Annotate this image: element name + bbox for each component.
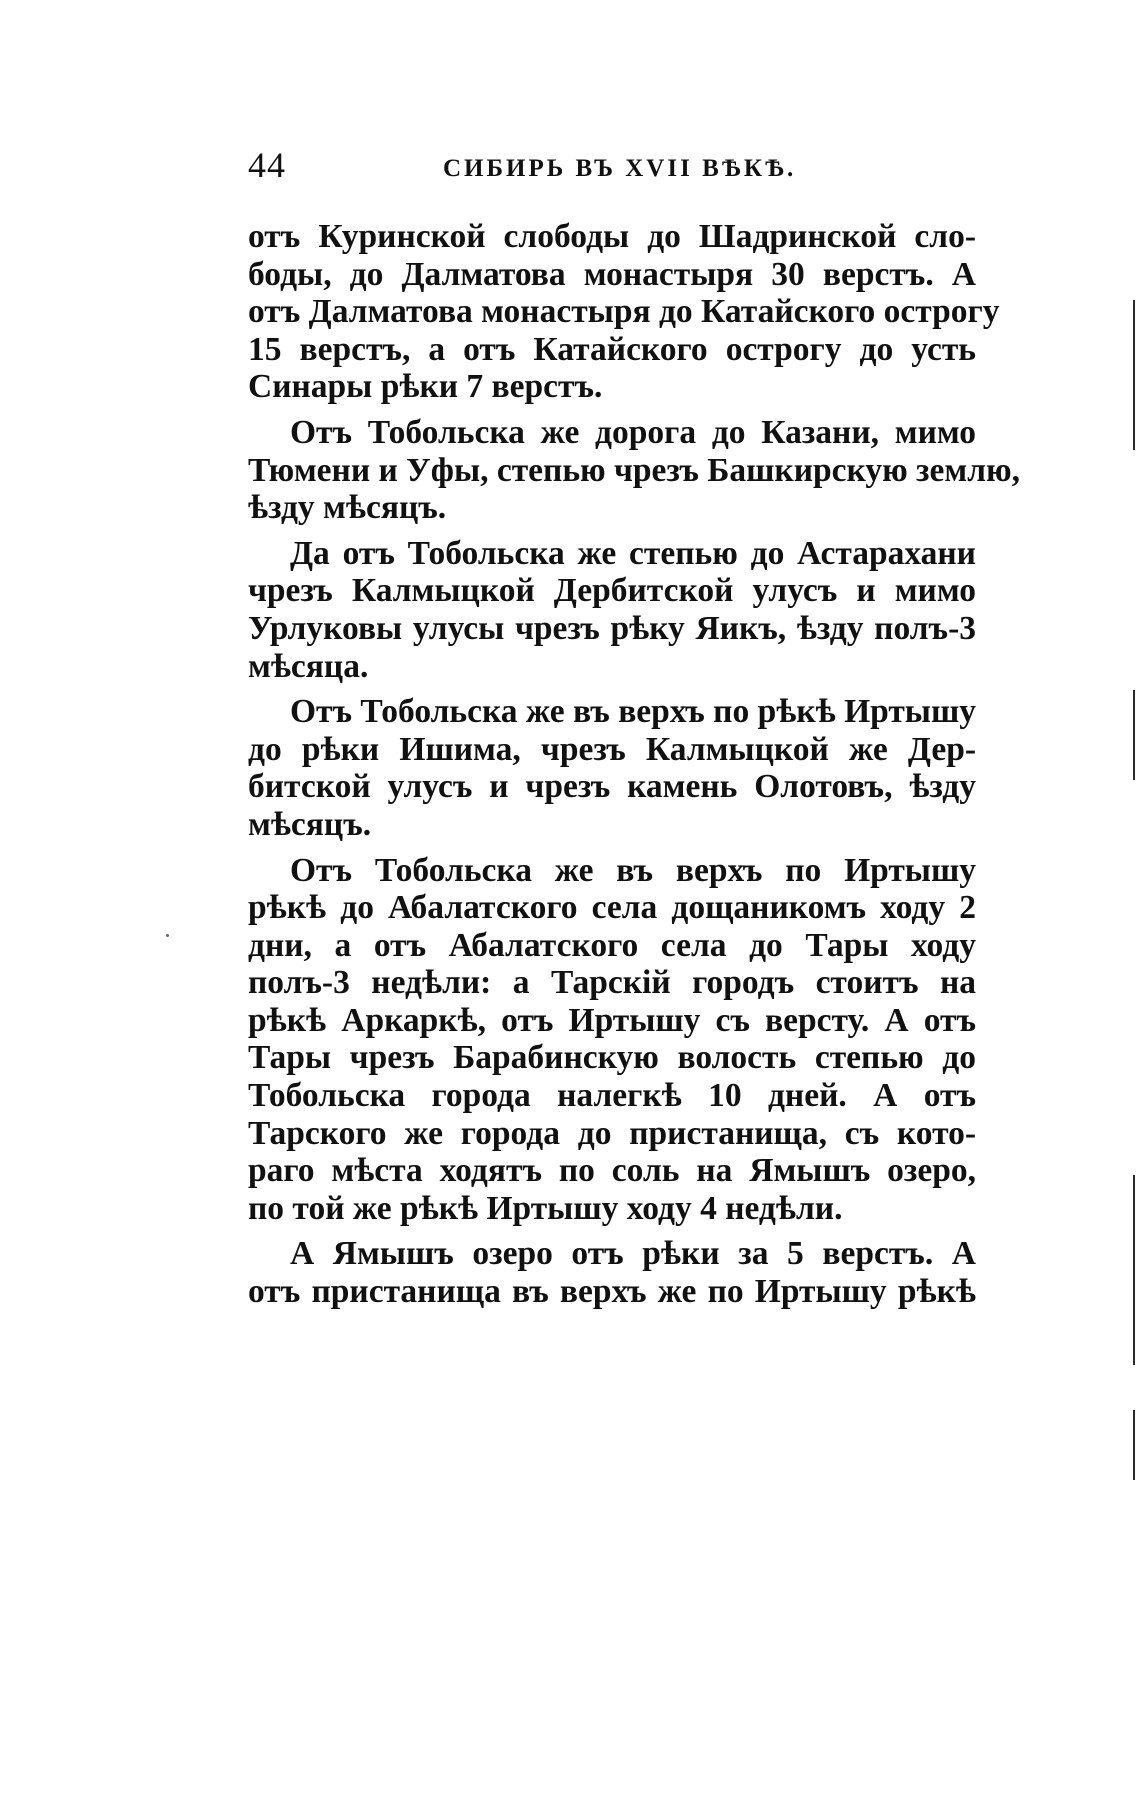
scan-edge-mark: [1133, 300, 1135, 450]
text-line: до рѣки Ишима, чрезъ Калмыцкой же Дер-: [248, 730, 976, 768]
scan-edge-mark: [1133, 1175, 1135, 1365]
text-line: мѣсяца.: [248, 647, 369, 685]
text-line: Отъ Тобольска же въ верхъ по Иртышу: [290, 851, 976, 889]
text-line: полъ-3 недѣли: а Тарскій городъ стоитъ на: [248, 964, 976, 1002]
text-line: Да отъ Тобольска же степью до Астарахани: [290, 534, 976, 572]
scan-edge-mark: [1133, 1410, 1135, 1480]
text-line: Урлуковы улусы чрезъ рѣку Яикъ, ѣзду полъ-3: [248, 609, 976, 647]
text-line: А Ямышъ озеро отъ рѣки за 5 верстъ. А: [290, 1235, 976, 1273]
text-line: мѣсяцъ.: [248, 805, 372, 843]
text-line: ѣзду мѣсяцъ.: [248, 489, 447, 527]
text-line: боды, до Далматова монастыря 30 верстъ. А: [248, 255, 976, 293]
text-line: отъ Куринской слободы до Шадринской сло-: [248, 218, 976, 255]
text-line: Синары рѣки 7 верстъ.: [248, 368, 603, 406]
text-line: чрезъ Калмыцкой Дербитской улусъ и мимо: [248, 572, 976, 610]
text-line: Тары чрезъ Барабинскую волость степью до: [248, 1039, 976, 1077]
text-line: Отъ Тобольска же въ верхъ по рѣкѣ Иртышу: [290, 693, 976, 731]
text-line: рѣкѣ до Абалатского села дощаникомъ ходу 2: [248, 889, 976, 927]
body-text: [248, 218, 1020, 1311]
text-line: раго мѣста ходятъ по соль на Ямышъ озеро,: [248, 1152, 976, 1190]
text-line: рѣкѣ Аркаркѣ, отъ Иртышу съ версту. А отъ: [248, 1001, 976, 1039]
text-line: битской улусъ и чрезъ камень Олотовъ, ѣзду: [248, 768, 976, 806]
running-title: СИБИРЬ ВЪ XVII ВѢКѢ.: [443, 155, 797, 182]
scan-speck: [166, 934, 169, 937]
text-line: по той же рѣкѣ Иртышу ходу 4 недѣли.: [248, 1189, 843, 1227]
text-line: Тарского же города до пристанища, съ кото-: [248, 1114, 976, 1152]
text-line: отъ пристанища въ верхъ же по Иртышу рѣкѣ: [248, 1273, 976, 1311]
text-line: отъ Далматова монастыря до Катайского острогу: [248, 293, 1000, 331]
page-header: [248, 145, 978, 195]
page-number: 44: [248, 145, 286, 185]
text-line: Тюмени и Уфы, степью чрезъ Башкирскую землю,: [248, 451, 1020, 489]
text-line: дни, а отъ Абалатского села до Тары ходу: [248, 926, 976, 964]
scan-edge-mark: [1133, 690, 1135, 780]
text-line: Тобольска города налегкѣ 10 дней. А отъ: [248, 1077, 976, 1115]
text-line: 15 верстъ, а отъ Катайского острогу до усть: [248, 330, 976, 368]
text-line: Отъ Тобольска же дорога до Казани, мимо: [290, 413, 976, 451]
